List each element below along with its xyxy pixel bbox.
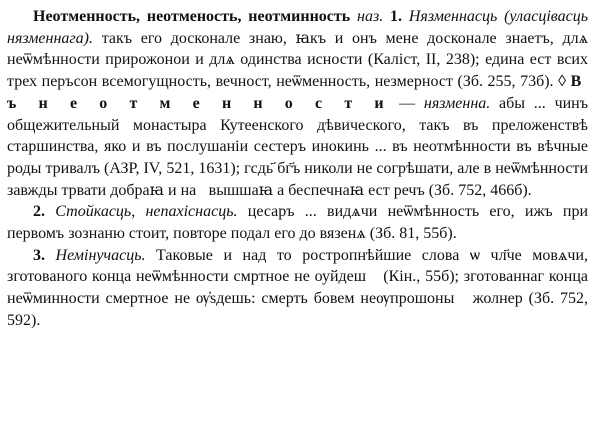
- text-run: абы ... чинъ общежительный монастыра Кутеенского дѣвического, такъ въ преложенствѣ старшинства, яко и въ послушаніи сестеръ инокинь ... въ неотмѣнности въ вѣчные роды тривалъ (АЗР, IV, 521, 1631); гсдь҃ бг҃ъ николи не согрѣшати, але в неѿмѣнности завжды трвати добраꙗ и наⷭвышшаꙗ а беспечнаꙗ ест речъ (Зб. 752, 466б).: [7, 94, 589, 199]
- bold-text-run: 3.: [33, 246, 45, 264]
- bold-text-run: В ъ н е о т м е н н о с т и: [7, 73, 588, 112]
- bold-text-run: 2.: [33, 203, 45, 221]
- text-run: цесаръ ... видѧчи неѿмѣнность его, ижъ при первомъ зознаню стоит, повторе подал его до вязенѧ (Зб. 81, 55б).: [7, 203, 589, 243]
- text-run: такъ его досконале знаю, ꙗкъ и онъ мене досконале знаетъ, длѧ неѿмѣнности прирожонои и длѧ одинства исности (Каліст, II, 238); едина ест всих трех перъсон всемогущность, вечност, неѿменность, незмерност (Зб. 255, 73б). ◊: [7, 29, 588, 91]
- bold-text-run: 1.: [390, 8, 403, 25]
- text-run: [402, 8, 409, 25]
- italic-text-run: наз.: [357, 8, 384, 25]
- sense-paragraph-3: [7, 245, 588, 332]
- italic-text-run: Стойкасць, непахіснасць.: [55, 203, 238, 221]
- text-run: Таковые и над то ростропнѣйшие слова ѡ чл҃че мовѧчи, зготованого конца неѿмѣнности смртное не оуйдешⷭ (Кін., 55б); зготованнаг конца неѿминности смертное не ѹ҆ѕдешь: смерть бовем неѹпрошоныⷭ жолнер (Зб. 752, 592).: [7, 246, 589, 329]
- italic-text-run: Немінучасць.: [55, 246, 146, 264]
- italic-text-run: нязменна.: [423, 94, 491, 112]
- italic-text-run: Нязменнасць (уласцівасць нязменнага).: [7, 8, 589, 47]
- bold-text-run: Неотменность, неотменость, неотминность: [33, 8, 351, 25]
- sense-paragraph-2: [7, 201, 588, 244]
- sense-paragraph-1: [7, 6, 588, 201]
- text-run: [45, 247, 56, 264]
- text-run: [45, 203, 55, 220]
- text-run: —: [390, 94, 424, 112]
